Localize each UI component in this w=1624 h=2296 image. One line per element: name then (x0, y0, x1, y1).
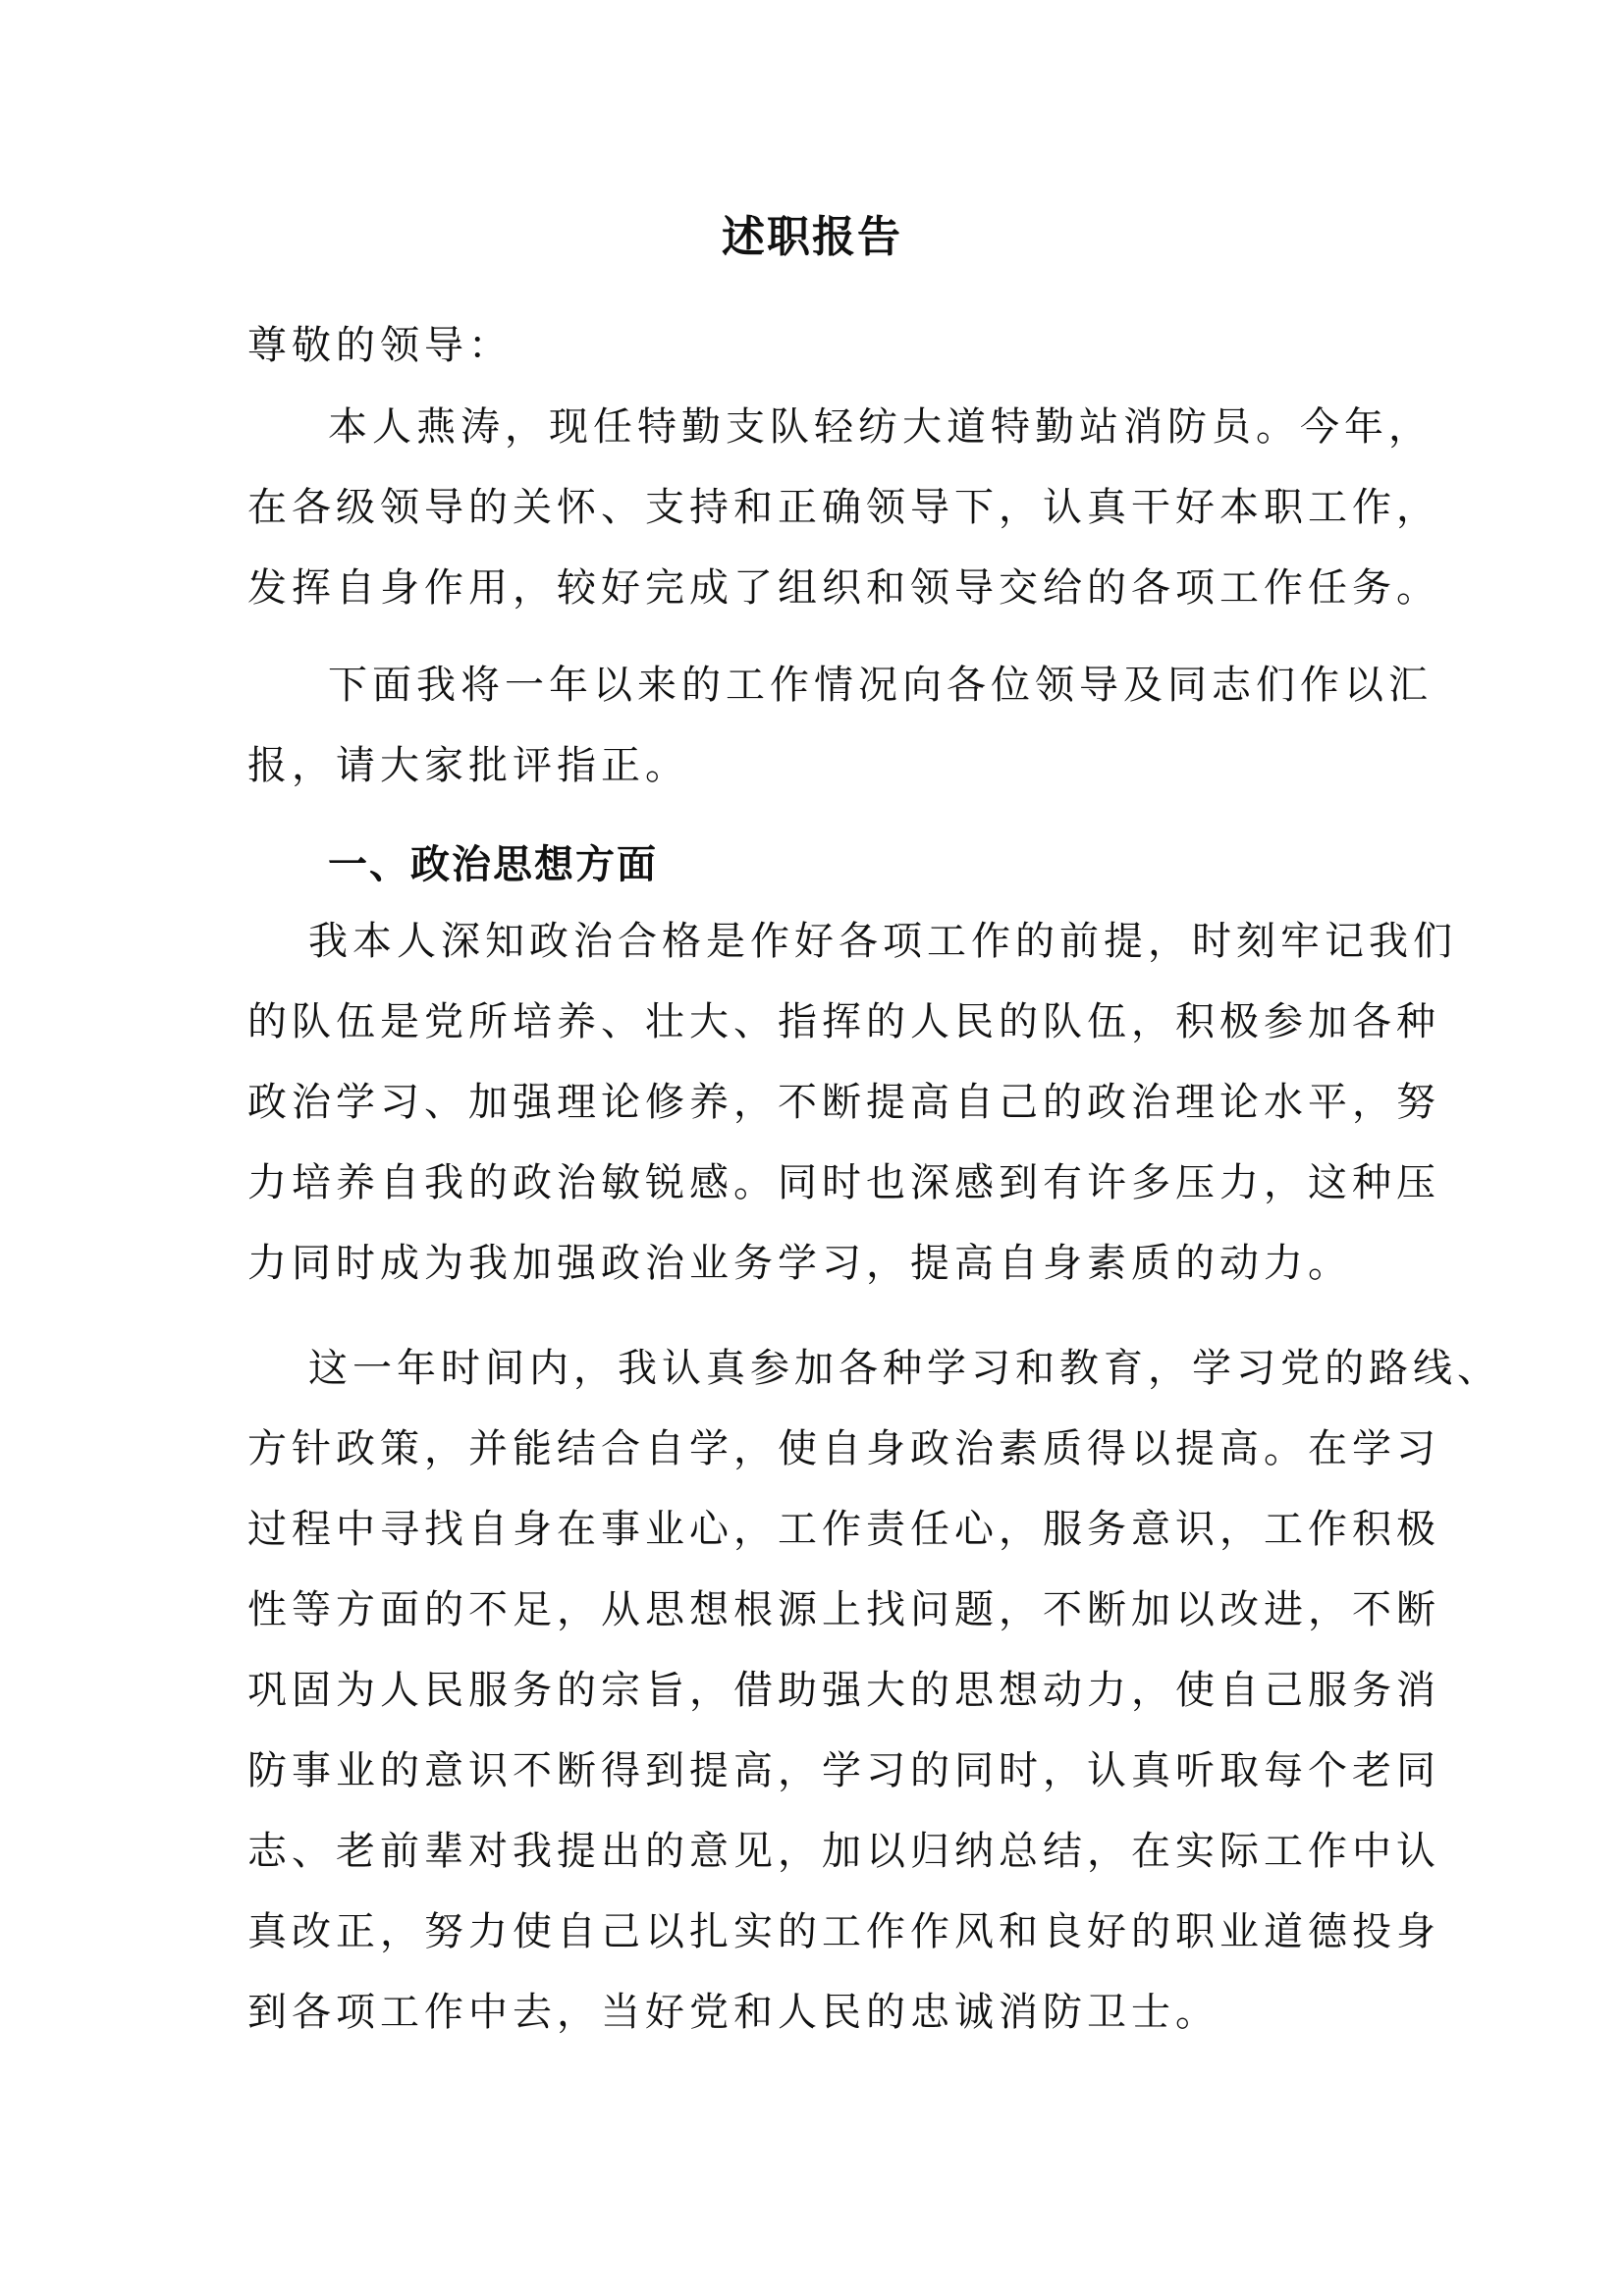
salutation-line: 尊敬的领导： (247, 323, 513, 368)
paragraph-line: 到各项工作中去，当好党和人民的忠诚消防卫士。 (247, 1990, 1219, 2035)
intro-paragraph (247, 387, 1440, 628)
intro-paragraph-2 (247, 645, 1433, 806)
salutation (247, 305, 1386, 386)
section1-paragraph-1 (247, 901, 1457, 1304)
section1-paragraph-2 (247, 1328, 1501, 2053)
section-heading: 一、政治思想方面 (328, 842, 658, 887)
paragraph-line: 的队伍是党所培养、壮大、指挥的人民的队伍，积极参加各种 (247, 999, 1440, 1044)
paragraph-line: 方针政策，并能结合自学，使自身政治素质得以提高。在学习 (247, 1426, 1440, 1471)
paragraph-line: 报，请大家批评指正。 (247, 743, 689, 788)
paragraph-line: 力培养自我的政治敏锐感。同时也深感到有许多压力，这种压 (247, 1160, 1440, 1205)
paragraph-line: 真改正，努力使自己以扎实的工作作风和良好的职业道德投身 (247, 1909, 1440, 1954)
paragraph-line: 性等方面的不足，从思想根源上找问题，不断加以改进，不断 (247, 1587, 1440, 1632)
paragraph-line: 我本人深知政治合格是作好各项工作的前提，时刻牢记我们 (308, 919, 1457, 964)
paragraph-line: 过程中寻找自身在事业心，工作责任心，服务意识，工作积极 (247, 1507, 1440, 1552)
document-title: 述职报告 (722, 212, 902, 262)
paragraph-line: 这一年时间内，我认真参加各种学习和教育，学习党的路线、 (308, 1346, 1501, 1391)
paragraph-line: 志、老前辈对我提出的意见，加以归纳总结，在实际工作中认 (247, 1829, 1440, 1874)
paragraph-line: 力同时成为我加强政治业务学习，提高自身素质的动力。 (247, 1241, 1352, 1286)
paragraph-line: 政治学习、加强理论修养，不断提高自己的政治理论水平，努 (247, 1080, 1440, 1125)
paragraph-line: 防事业的意识不断得到提高，学习的同时，认真听取每个老同 (247, 1748, 1440, 1793)
paragraph-line: 在各级领导的关怀、支持和正确领导下，认真干好本职工作， (247, 485, 1440, 530)
paragraph-line: 发挥自身作用，较好完成了组织和领导交给的各项工作任务。 (247, 565, 1440, 611)
paragraph-line: 本人燕涛，现任特勤支队轻纺大道特勤站消防员。今年， (328, 404, 1433, 450)
paragraph-line: 巩固为人民服务的宗旨，借助强大的思想动力，使自己服务消 (247, 1668, 1440, 1713)
paragraph-line: 下面我将一年以来的工作情况向各位领导及同志们作以汇 (328, 663, 1433, 708)
